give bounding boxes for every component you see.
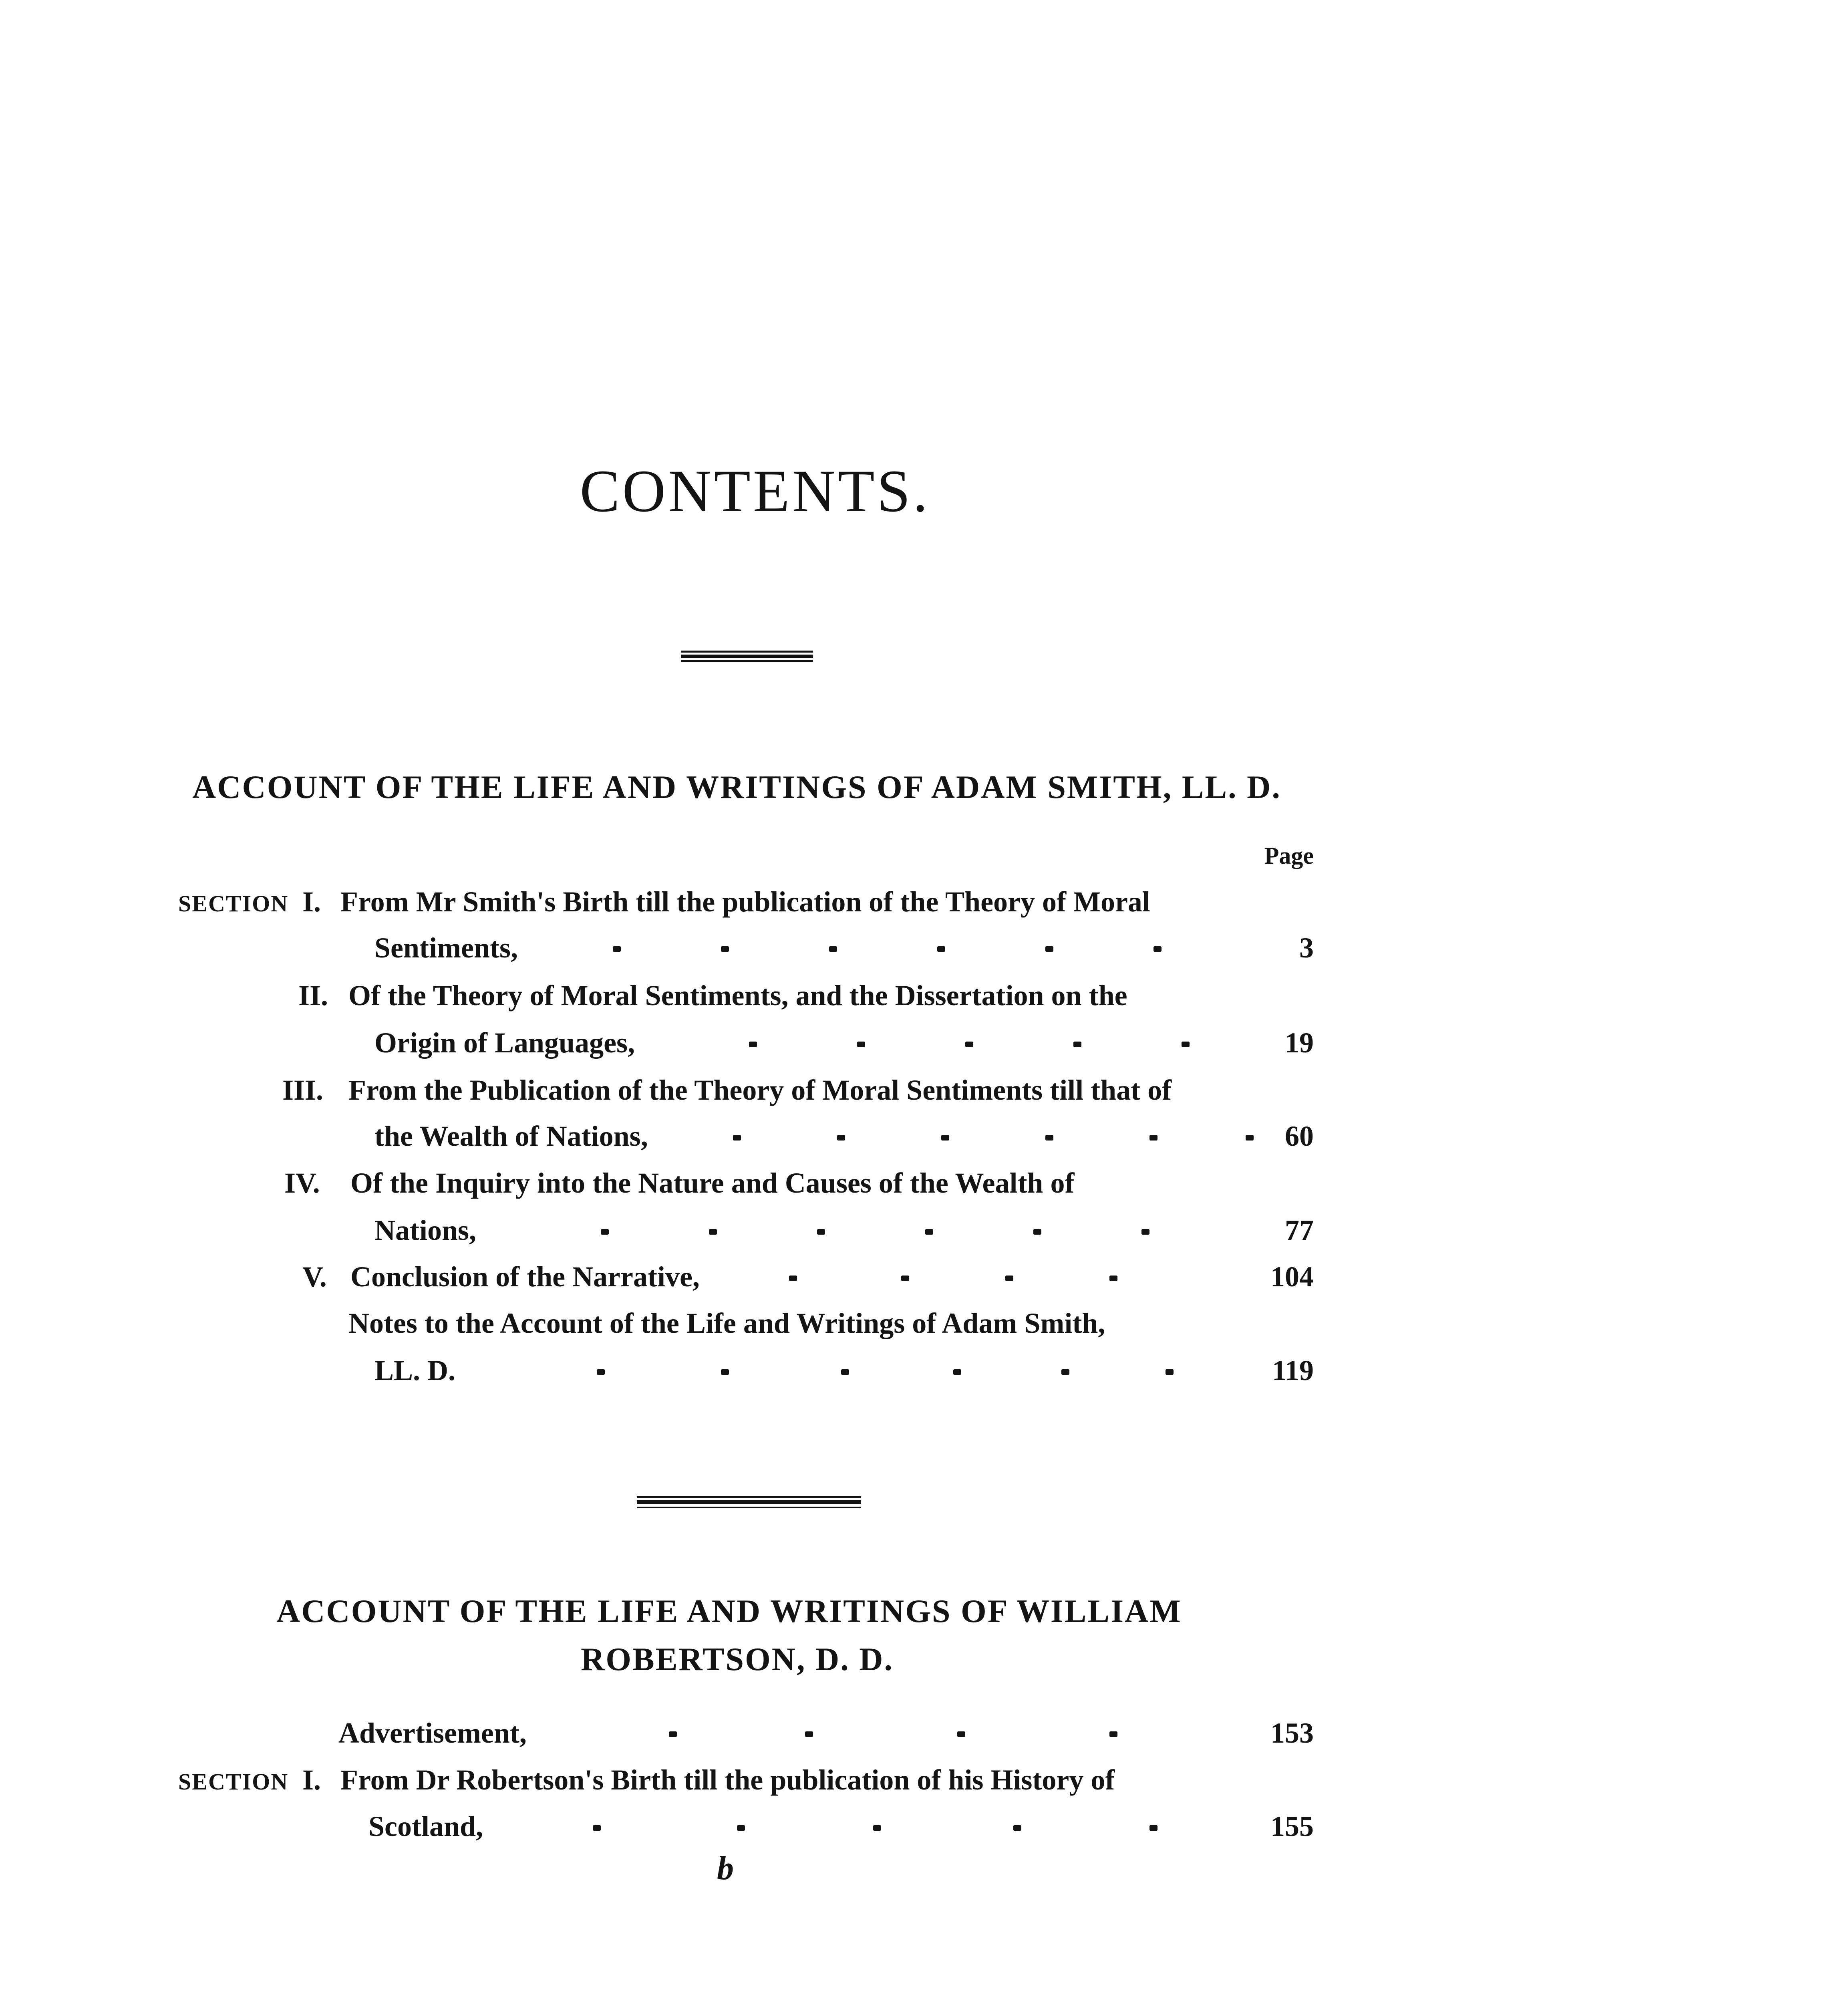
part1-heading: ACCOUNT OF THE LIFE AND WRITINGS OF ADAM SMITH, LL. D. — [192, 769, 1281, 805]
page-title: CONTENTS. — [580, 458, 930, 524]
entry-page-number: 60 — [1285, 1120, 1314, 1152]
entry-title-line2: Nations, — [374, 1214, 477, 1246]
entry-title-line1: Of the Theory of Moral Sentiments, and the Dissertation on the — [348, 979, 1127, 1012]
entry-title-line2: the Wealth of Nations, — [374, 1120, 648, 1152]
advertisement-page-number: 153 — [1270, 1717, 1314, 1749]
signature-mark: b — [717, 1850, 734, 1887]
entry-page-number: 104 — [1270, 1261, 1314, 1293]
ornamental-rule-top — [681, 651, 813, 663]
section-word: SECTION — [178, 1769, 289, 1795]
entry-page-number: 155 — [1270, 1810, 1314, 1842]
part2-heading-line2: ROBERTSON, D. D. — [581, 1641, 894, 1677]
section-label — [178, 885, 288, 919]
part2-heading-line1: ACCOUNT OF THE LIFE AND WRITINGS OF WILLIAM — [276, 1593, 1182, 1629]
entry-title-line1: From the Publication of the Theory of Moral Sentiments till that of — [348, 1074, 1172, 1106]
notes-page-number: 119 — [1272, 1354, 1314, 1386]
entry-title-line1: Of the Inquiry into the Nature and Causes of the Wealth of — [350, 1167, 1075, 1199]
entry-title-line1: From Dr Robertson's Birth till the publication of his History of — [340, 1764, 1115, 1796]
ornamental-rule-middle — [637, 1496, 861, 1509]
entry-numeral: II. — [298, 979, 328, 1012]
notes-title-line1: Notes to the Account of the Life and Writings of Adam Smith, — [348, 1307, 1105, 1339]
entry-page-number: 77 — [1285, 1214, 1314, 1246]
entry-title-line2: Scotland, — [368, 1810, 483, 1842]
entry-title-line2: Origin of Languages, — [374, 1027, 635, 1059]
entry-numeral: I. — [302, 1764, 321, 1796]
entry-title-line2: Sentiments, — [374, 932, 518, 964]
section-label — [178, 1763, 288, 1797]
notes-title-line2: LL. D. — [374, 1354, 456, 1386]
entry-page-number: 3 — [1299, 932, 1314, 964]
advertisement-title: Advertisement, — [338, 1717, 527, 1749]
entry-page-number: 19 — [1285, 1027, 1314, 1059]
entry-numeral: III. — [282, 1074, 324, 1106]
entry-title-line1: Conclusion of the Narrative, — [350, 1261, 700, 1293]
page-column-label: Page — [1264, 842, 1314, 869]
entry-numeral: I. — [302, 886, 321, 918]
section-word: SECTION — [178, 891, 289, 917]
entry-title-line1: From Mr Smith's Birth till the publication of the Theory of Moral — [340, 886, 1150, 918]
entry-numeral: V. — [302, 1261, 327, 1293]
entry-numeral: IV. — [284, 1167, 320, 1199]
